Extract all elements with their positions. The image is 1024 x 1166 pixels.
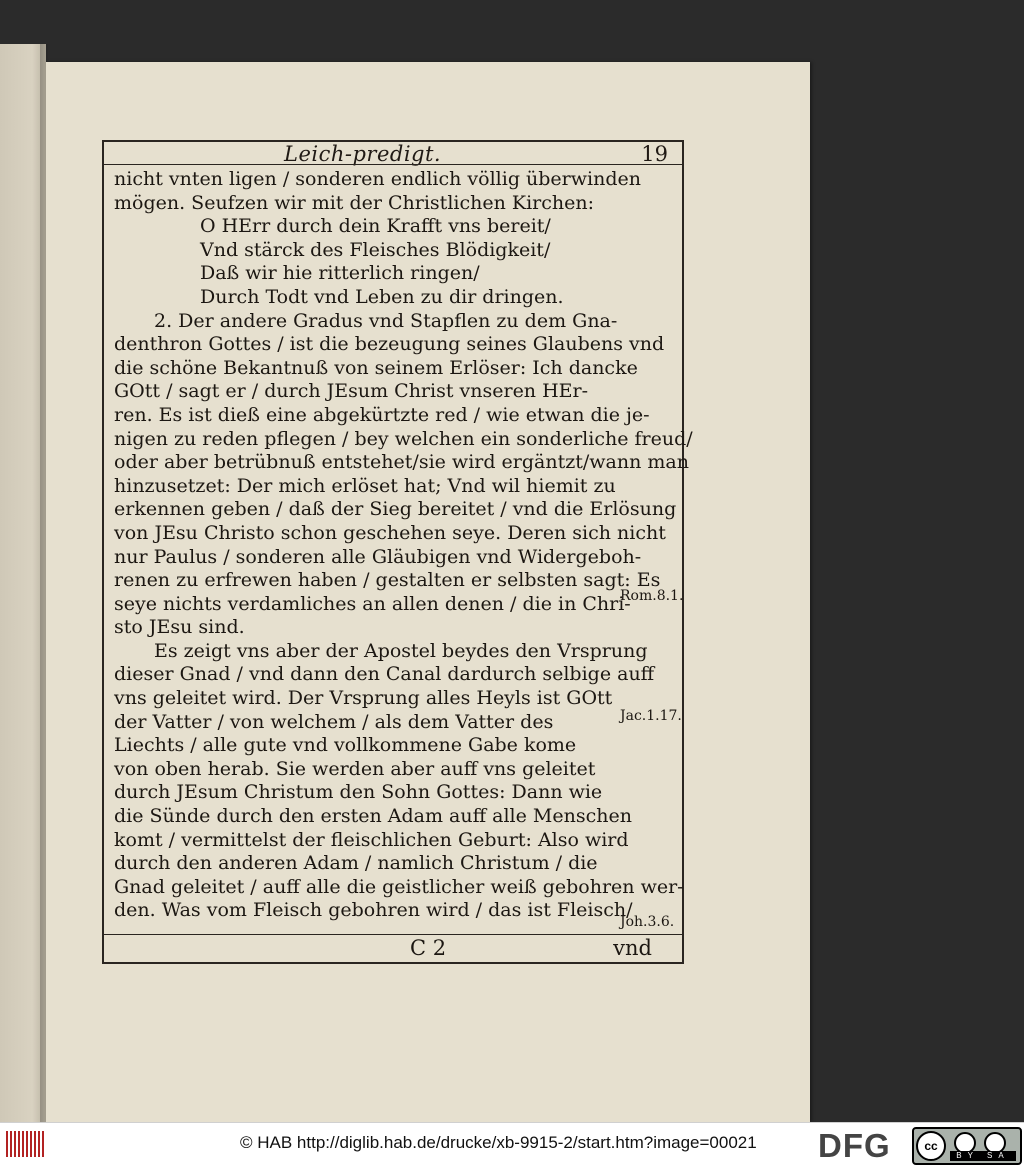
text-line: 2. Der andere Gradus vnd Stapflen zu dem Gna- bbox=[154, 309, 618, 332]
text-line: die schöne Bekantnuß von seinem Erlöser: Ich dancke bbox=[114, 356, 638, 379]
text-line: vns geleitet wird. Der Vrsprung alles Heyls ist GOtt bbox=[114, 687, 613, 710]
text-line: die Sünde durch den ersten Adam auff alle Menschen bbox=[114, 805, 632, 828]
dfg-logo: DFG bbox=[818, 1127, 891, 1164]
text-line: ren. Es ist dieß eine abgekürtzte red / wie etwan die je- bbox=[114, 403, 650, 426]
cc-icon: cc bbox=[916, 1131, 946, 1161]
text-line: der Vatter / von welchem / als dem Vatter des bbox=[114, 710, 554, 733]
cc-license-badge[interactable] bbox=[912, 1127, 1022, 1165]
book-page bbox=[46, 62, 810, 1122]
license-labels: BY SA bbox=[950, 1151, 1016, 1161]
text-line: Gnad geleitet / auff alle die geistlicher weiß gebohren wer- bbox=[114, 875, 684, 898]
text-frame bbox=[102, 140, 693, 964]
text-line: nicht vnten ligen / sonderen endlich völlig überwinden bbox=[114, 168, 641, 190]
text-line: denthron Gottes / ist die bezeugung seines Glaubens vnd bbox=[114, 333, 665, 356]
verse-line: Durch Todt vnd Leben zu dir dringen. bbox=[200, 285, 564, 308]
text-line: von JEsu Christo schon geschehen seye. Deren sich nicht bbox=[114, 521, 666, 544]
text-line: sto JEsu sind. bbox=[114, 616, 245, 639]
verse-line: O HErr durch dein Krafft vns bereit/ bbox=[200, 215, 551, 238]
signature-mark: C 2 bbox=[410, 936, 447, 960]
text-line: nur Paulus / sonderen alle Gläubigen vnd Widergeboh- bbox=[114, 545, 642, 568]
text-line: den. Was vom Fleisch gebohren wird / das ist Fleisch/ bbox=[114, 899, 633, 922]
text-line: hinzusetzet: Der mich erlöset hat; Vnd wil hiemit zu bbox=[114, 474, 616, 497]
header-rule bbox=[104, 164, 682, 165]
barcode-icon bbox=[6, 1131, 48, 1157]
page-number: 19 bbox=[641, 142, 668, 166]
viewer-footer-bar bbox=[0, 1122, 1024, 1166]
text-line: nigen zu reden pflegen / bey welchen ein sonderliche freud/ bbox=[114, 427, 693, 450]
text-line: oder aber betrübnuß entstehet/sie wird ergäntzt/wann man bbox=[114, 451, 689, 474]
text-line: dieser Gnad / vnd dann den Canal dardurch selbige auff bbox=[114, 663, 655, 686]
text-line: seye nichts verdamliches an allen denen / die in Chri- bbox=[114, 592, 631, 615]
catchword: vnd bbox=[613, 936, 652, 960]
text-line: durch den anderen Adam / namlich Christum / die bbox=[114, 852, 598, 875]
verse-line: Vnd stärck des Fleisches Blödigkeit/ bbox=[200, 238, 551, 261]
text-line: mögen. Seufzen wir mit der Christlichen Kirchen: bbox=[114, 191, 594, 214]
marginal-note: Joh.3.6. bbox=[620, 914, 675, 930]
text-line: renen zu erfrewen haben / gestalten er selbsten sagt: Es bbox=[114, 569, 661, 592]
text-line: erkennen geben / daß der Sieg bereitet / vnd die Erlösung bbox=[114, 498, 677, 521]
text-line: durch JEsum Christum den Sohn Gottes: Dann wie bbox=[114, 781, 603, 804]
page-footer bbox=[114, 936, 672, 960]
footer-rule bbox=[104, 934, 682, 935]
text-line: komt / vermittelst der fleischlichen Geburt: Also wird bbox=[114, 828, 629, 851]
marginal-note: Rom.8.1. bbox=[620, 588, 684, 604]
running-head: Leich-predigt. bbox=[284, 142, 442, 166]
text-line: Es zeigt vns aber der Apostel beydes den Vrsprung bbox=[154, 639, 648, 662]
text-line: Liechts / alle gute vnd vollkommene Gabe kome bbox=[114, 734, 577, 757]
copyright-link[interactable]: © HAB http://diglib.hab.de/drucke/xb-9915-2/start.htm?image=00021 bbox=[240, 1133, 757, 1152]
verse-line: Daß wir hie ritterlich ringen/ bbox=[200, 262, 480, 285]
text-line: GOtt / sagt er / durch JEsum Christ vnseren HEr- bbox=[114, 380, 589, 403]
marginal-note: Jac.1.17. bbox=[620, 708, 682, 724]
text-line: von oben herab. Sie werden aber auff vns geleitet bbox=[114, 757, 596, 780]
